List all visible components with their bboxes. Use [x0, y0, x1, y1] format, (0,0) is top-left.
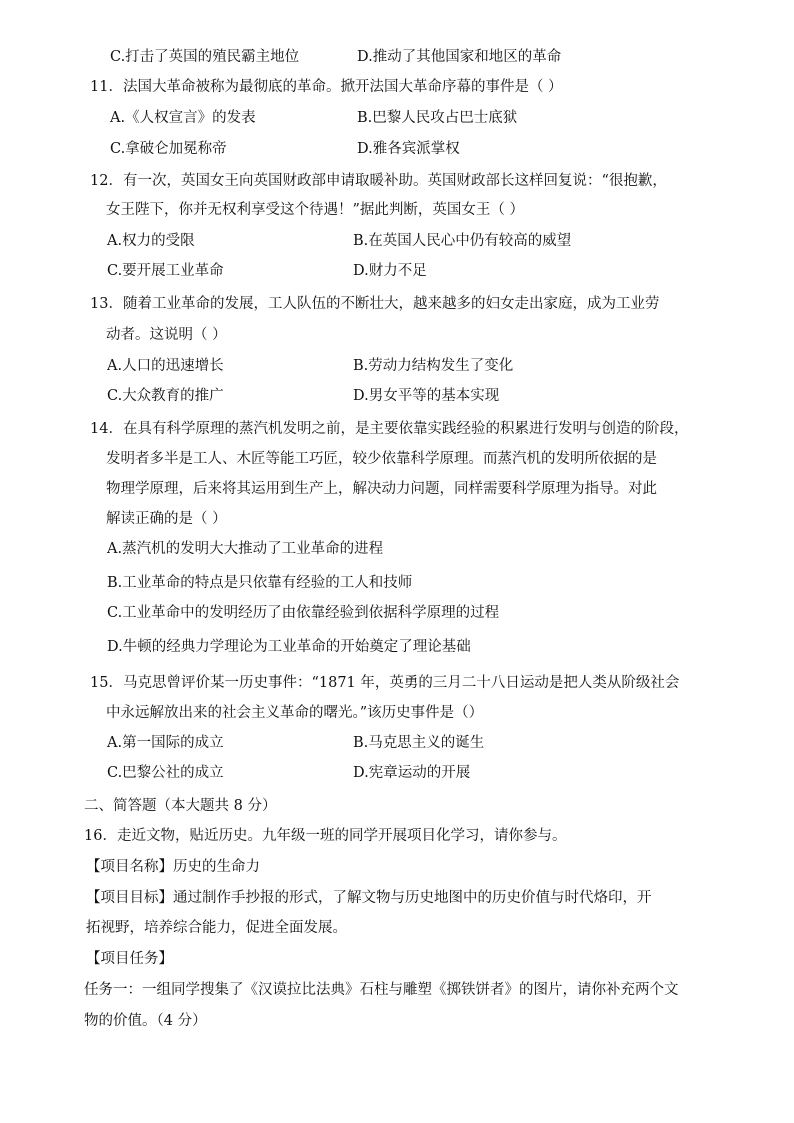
q11-stem: 11．法国大革命被称为最彻底的革命。掀开法国大革命序幕的事件是（ ） [90, 79, 563, 95]
q14-stem-line4: 解读正确的是（ ） [106, 511, 227, 527]
q13-option-a: A.人口的迅速增长 [107, 358, 224, 374]
q15-stem-line2: 中永远解放出来的社会主义革命的曙光。”该历史事件是（） [106, 705, 484, 721]
q16-project-name: 【项目名称】历史的生命力 [86, 859, 260, 875]
q15-stem-line1: 15．马克思曾评价某一历史事件：“1871 年，英勇的三月二十八日运动是把人类从阶级社会 [90, 675, 680, 691]
q15-option-a: A.第一国际的成立 [107, 735, 224, 751]
q10-option-d: D.推动了其他国家和地区的革命 [357, 49, 562, 65]
q13-option-c: C.大众教育的推广 [107, 388, 224, 404]
q15-option-d: D.宪章运动的开展 [353, 765, 471, 781]
q13-option-d: D.男女平等的基本实现 [353, 388, 500, 404]
q15-option-c: C.巴黎公社的成立 [107, 765, 224, 781]
q16-task-heading: 【项目任务】 [86, 951, 173, 967]
q15-option-b: B.马克思主义的诞生 [353, 735, 485, 751]
q16-stem: 16．走近文物，贴近历史。九年级一班的同学开展项目化学习，请你参与。 [84, 828, 567, 844]
section2-heading: 二、简答题（本大题共 8 分） [84, 798, 277, 814]
q16-task1-line1: 任务一：一组同学搜集了《汉谟拉比法典》石柱与雕塑《掷铁饼者》的图片，请你补充两个文 [84, 982, 679, 998]
q12-option-c: C.要开展工业革命 [107, 263, 224, 279]
q16-project-goal-line2: 拓视野，培养综合能力，促进全面发展。 [86, 920, 347, 936]
q14-stem-line1: 14．在具有科学原理的蒸汽机发明之前，是主要依靠实践经验的积累进行发明与创造的阶段， [90, 421, 689, 437]
q11-option-b: B.巴黎人民攻占巴士底狱 [357, 110, 518, 126]
q12-option-b: B.在英国人民心中仍有较高的威望 [353, 233, 572, 249]
q12-stem-line1: 12．有一次，英国女王向英国财政部申请取暖补助。英国财政部长这样回复说：“很抱歉， [90, 173, 667, 189]
q14-stem-line3: 物理学原理，后来将其运用到生产上，解决动力问题，同样需要科学原理为指导。对此 [106, 481, 657, 497]
q14-option-c: C.工业革命中的发明经历了由依靠经验到依据科学原理的过程 [107, 605, 500, 621]
q12-option-a: A.权力的受限 [107, 233, 195, 249]
q16-project-goal-line1: 【项目目标】通过制作手抄报的形式，了解文物与历史地图中的历史价值与时代烙印，开 [86, 890, 652, 906]
q14-option-b: B.工业革命的特点是只依靠有经验的工人和技师 [107, 575, 413, 591]
q14-option-d: D.牛顿的经典力学理论为工业革命的开始奠定了理论基础 [107, 639, 471, 655]
q11-option-c: C.拿破仑加冕称帝 [110, 141, 227, 157]
q11-option-d: D.雅各宾派掌权 [357, 141, 460, 157]
q14-stem-line2: 发明者多半是工人、木匠等能工巧匠，较少依靠科学原理。而蒸汽机的发明所依据的是 [106, 451, 657, 467]
q16-task1-line2: 物的价值。（4 分） [84, 1013, 207, 1029]
q14-option-a: A.蒸汽机的发明大大推动了工业革命的进程 [107, 541, 384, 557]
q13-stem-line1: 13．随着工业革命的发展，工人队伍的不断壮大，越来越多的妇女走出家庭，成为工业劳 [90, 296, 660, 312]
q12-stem-line2: 女王陛下，你并无权利享受这个待遇！”据此判断，英国女王（ ） [106, 202, 525, 218]
q13-option-b: B.劳动力结构发生了变化 [353, 358, 514, 374]
q12-option-d: D.财力不足 [353, 263, 427, 279]
q13-stem-line2: 动者。这说明（ ） [106, 327, 227, 343]
q11-option-a: A.《人权宣言》的发表 [110, 110, 256, 126]
q10-option-c: C.打击了英国的殖民霸主地位 [110, 49, 300, 65]
